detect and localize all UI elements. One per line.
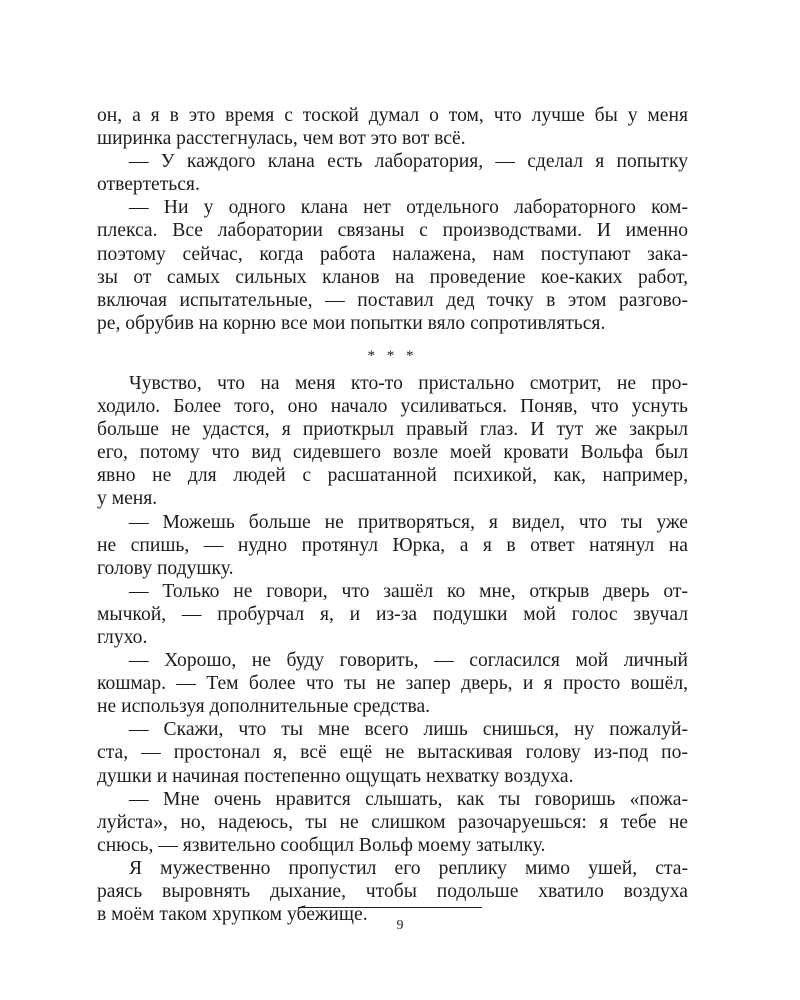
paragraph (97, 857, 688, 926)
text-line: поэтому сейчас, когда работа налажена, нам поступают зака- (97, 243, 688, 265)
text-line: — Хорошо, не буду говорить, — согласился мой личный (129, 650, 688, 672)
text-line: снюсь, — язвительно сообщил Вольф моему затылку. (97, 834, 546, 856)
paragraph (97, 788, 688, 857)
text-line: — Можешь больше не притворяться, я видел, что ты уже (129, 511, 688, 533)
text-line: луйста», но, надеюсь, ты не слишком разочаруешься: я тебе не (97, 811, 688, 833)
text-line: — Ни у одного клана нет отдельного лабораторного ком- (129, 197, 688, 219)
text-line: больше не удастся, я приоткрыл правый глаз. И тут же закрыл (97, 419, 688, 441)
text-line: зы от самых сильных кланов на проведение кое-каких работ, (97, 266, 688, 288)
text-line: в моём таком хрупком убежище. (97, 904, 368, 926)
text-line: — Мне очень нравится слышать, как ты говоришь «пожа- (129, 788, 688, 810)
paragraph (97, 718, 688, 787)
text-line: — Только не говори, что зашёл ко мне, открыв дверь от- (129, 580, 688, 602)
text-line: ре, обрубив на корню все мои попытки вяло сопротивляться. (97, 312, 606, 334)
page-number: 9 (396, 918, 404, 933)
text-line: кошмар. — Тем более что ты не запер дверь, и я просто вошёл, (97, 673, 688, 695)
text-line: ста, — простонал я, всё ещё не вытаскивая голову из-под по- (97, 742, 688, 764)
text-line: душки и начиная постепенно ощущать нехватку воздуха. (97, 765, 574, 787)
text-line: голову подушку. (97, 557, 234, 579)
text-line: включая испытательные, — поставил дед точку в этом разгово- (97, 289, 688, 311)
text-line: не спишь, — нудно протянул Юрка, а я в ответ натянул на (97, 534, 688, 556)
paragraph (97, 649, 688, 718)
text-line: ходило. Более того, оно начало усиливаться. Поняв, что уснуть (97, 396, 688, 418)
text-line: ширинка расстегнулась, чем вот это вот всё. (97, 128, 466, 150)
text-line: Я мужественно пропустил его реплику мимо ушей, ста- (129, 857, 688, 879)
section-separator: * * * (367, 347, 418, 364)
text-line: Чувство, что на меня кто-то пристально смотрит, не про- (129, 372, 688, 394)
text-line: раясь выровнять дыхание, чтобы подольше хватило воздуха (97, 881, 688, 902)
paragraph (97, 511, 688, 580)
paragraph (97, 580, 688, 649)
text-line: не используя дополнительные средства. (97, 696, 431, 718)
text-line: он, а я в это время с тоской думал о том, что лучше бы у меня (97, 105, 688, 126)
text-line: — У каждого клана есть лаборатория, — сделал я попытку (129, 151, 688, 173)
paragraph (97, 196, 688, 335)
text-line: — Скажи, что ты мне всего лишь снишься, ну пожалуй- (129, 719, 688, 741)
paragraph (97, 150, 688, 196)
paragraph (97, 372, 688, 511)
text-line: мычкой, — пробурчал я, и из-за подушки мой голос звучал (97, 603, 688, 625)
text-block-bottom (97, 372, 688, 926)
text-block-top (97, 104, 688, 335)
text-line: отвертеться. (97, 174, 200, 196)
text-line: плекса. Все лаборатории связаны с производствами. И именно (97, 220, 688, 242)
text-line: у меня. (97, 488, 158, 510)
text-line: его, потому что вид сидевшего возле моей кровати Вольфа был (97, 442, 688, 464)
page-body (97, 104, 688, 926)
paragraph (97, 104, 688, 150)
text-line: явно не для людей с расшатанной психикой, как, например, (97, 465, 688, 487)
footer-rule (298, 907, 482, 908)
text-line: глухо. (97, 626, 148, 648)
